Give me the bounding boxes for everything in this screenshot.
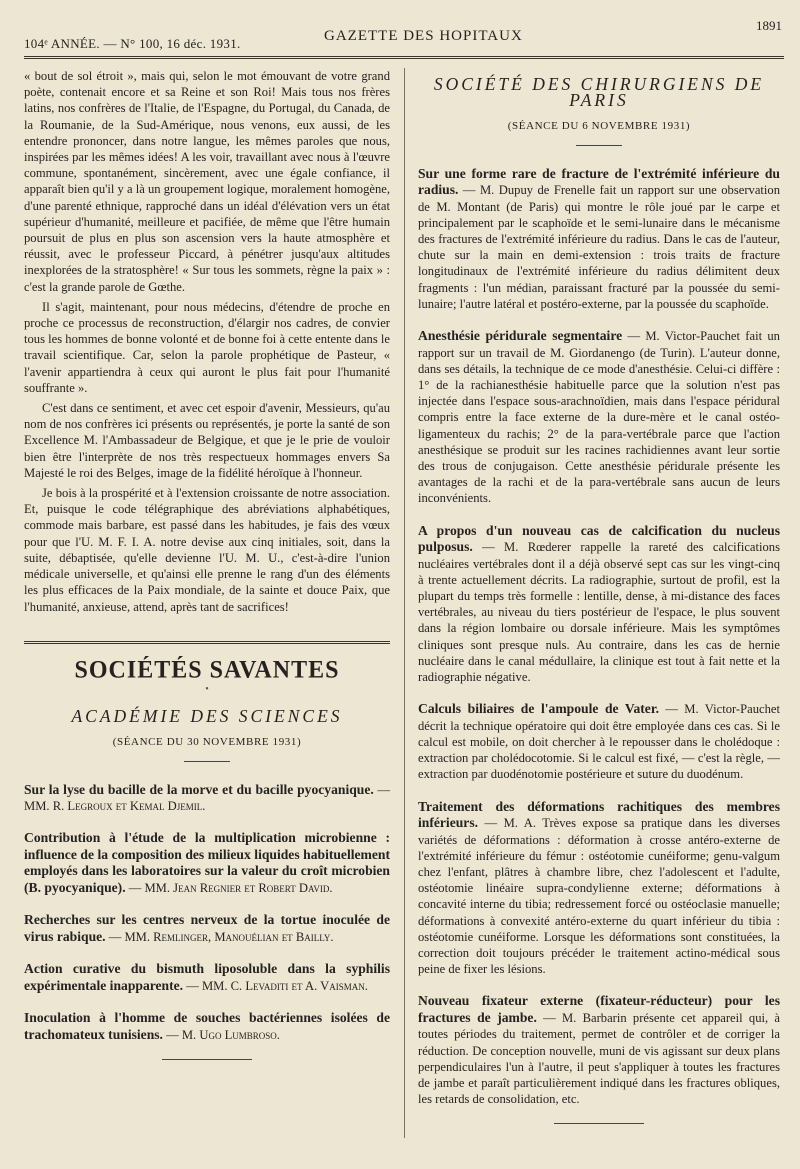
entry-title: Contribution à l'étude de la multiplication microbienne : influence de la composition des milieux liquides habituellement employés dans les laboratoires sur la valeur du croît microbien (B. pyocyanique). — [24, 830, 390, 895]
right-column — [418, 68, 780, 1124]
report-entry — [24, 1010, 390, 1043]
left-column — [24, 68, 390, 1060]
short-rule — [576, 145, 622, 146]
entry-title: Nouveau fixateur externe (fixateur-réducteur) pour les fractures de jambe. — [418, 993, 780, 1025]
entry-authors: — MM. Jean Regnier et Robert David. — [125, 880, 333, 895]
society-title: ACADÉMIE DES SCIENCES — [71, 706, 343, 727]
entry-body: — M. Dupuy de Frenelle fait un rapport sur une observation de M. Montant (de Paris) qui montre le rôle joué par le carpe et principalement par le scaphoïde et le semi-lunaire dans le mécanisme des fractures de l'extrémité inférieure du radius. Dans le cas de l'auteur, chute sur la main en demi-extension : trois traits de fracture longitudinaux de l'extrémité inférieure du radius délimitent deux fragments : l'un médian, paraissant fracturé par la poussée du semi-lunaire; l'autre latéral et postéro-externe, par la poussée du scaphoïde. — [418, 183, 780, 311]
entry-title: Calculs biliaires de l'ampoule de Vater. — [418, 701, 660, 717]
speech-paragraph: C'est dans ce sentiment, et avec cet espoir d'avenir, Messieurs, qu'au nom de nos confrères ici présents ou représentés, je porte la santé de son Excellence M. l'Ambassadeur de Belgique, et que je le prie de vouloir bien être l'interprète de nos très respectueux hommages envers Sa Majesté le roi des Belges, image de la fidélité héroïque à l'honneur. — [24, 401, 390, 480]
speech-paragraph: « bout de sol étroit », mais qui, selon le mot émouvant de votre grand poète, contenait encore et sa Reine et son Roi! Mais tous nos frères latins, nos confrères de l'Italie, de l'Espagne, du Portugal, du Canada, de la Roumanie, de la Sud-Amérique, nous venons, eux aussi, de les entendre prononcer, dans notre langue, les mêmes paroles que nous, inspirées par les mêmes idées! A les voir, travaillant avec nous à l'œuvre commune, spontanément, sincèrement, avec une égale confiance, il apparaît bien qu'il y a là un groupement logique, moralement homogène, d'une parenté ethnique, rapproché dans un idéal d'élévation vers un état supérieur d'humanité, meilleure et pacifiée, de même que l'être humain poursuit de plus en plus son ascension vers la haute atmosphère et réussit, avec le professeur Piccard, à pénétrer jusqu'aux altitudes inexplorées de la stratosphère! « Sur tous les sommets, règne la paix » : c'est la grande parole de Gœthe. — [24, 69, 390, 294]
report-entry — [24, 961, 390, 994]
entry-title: Sur la lyse du bacille de la morve et du bacille pyocyanique. — [24, 781, 374, 797]
page-number: 1891 — [756, 18, 782, 33]
entry-body: — M. Victor-Pauchet décrit la technique opératoire qui doit être employée dans ces cas. Si le calcul est mobile, on doit chercher à le repousser dans le cholédoque : extraction par cholédocotomie. Si le calcul est fixé, — c'est la règle, — extraction par duodénotomie postérieure et suture du duodénum. — [418, 702, 780, 782]
entry-title: Inoculation à l'homme de souches bactériennes isolées de trachomateux tunisiens. — [24, 1010, 390, 1042]
entry-title: Sur une forme rare de fracture de l'extrémité inférieure du radius. — [418, 165, 780, 198]
speech-paragraph: Je bois à la prospérité et à l'extension croissante de notre association. Et, puisque le code télégraphique des abréviations alphabétiques, commode mais barbare, est passé dans les habitudes, je fais des vœux pour que l'U. M. F. I. A. notre devise aux cinq initiales, soit, dans la suite, débaptisée, qu'elle devienne l'U. M. U., c'est-à-dire l'union médicale universelle, et qu'ainsi elle prenne le rang d'un des éléments les plus efficaces de la Paix mondiale, de la sainte et douce Paix, que l'humanité, anxieuse, attend, après tant de sacrifices! — [24, 486, 390, 614]
section-rule — [24, 641, 390, 644]
society-title: SOCIÉTÉ DES CHIRURGIENS DE PARIS — [433, 74, 765, 111]
entry-authors: — MM. Remlinger, Manouélian et Bailly. — [105, 929, 334, 944]
speech-paragraph: Il s'agit, maintenant, pour nous médecins, d'étendre de proche en proche ce processus de reconstruction, d'élargir nos cadres, de convier tous les hommes de bonne volonté et de bonne foi à cette entente dans le travail scientifique. Car, selon la parole prophétique de Pasteur, « l'avenir appartiendra à ceux qui auront le plus fait pour l'humanité souffrante ». — [24, 299, 390, 395]
entry-authors: — M. Ugo Lumbroso. — [162, 1027, 280, 1042]
issue-line: 104ᵉ ANNÉE. — N° 100, 16 déc. 1931. — [24, 36, 241, 51]
entry-body: — M. Barbarin présente cet appareil qui, à toutes périodes du traitement, permet de contrôler et de corriger la réduction. De conception nouvelle, muni de vis agissant sur deux plans perpendiculaires l'un à l'autre, il peut s'appliquer à toutes les fractures de jambe et paraît particulièrement indiqué dans les fractures obliques, les retards de consolidation, etc. — [418, 1010, 780, 1107]
report-entry — [24, 782, 390, 815]
entry-body: — M. Victor-Pauchet fait un rapport sur un travail de M. Giordanengo (de Turin). L'auteur donne, dans ses détails, la technique de ce mode d'anesthésie. Celui-ci diffère : 1° de la rachianesthésie habituelle parce que la solution n'est pas injectée dans l'espace sous-arachnoïdien, mais dans l'espace péridural compris entre la face externe de la dure-mère et le canal ostéo-ligamenteux du rachis; 2° de la para-vertébrale parce que l'action anesthésique se produit sur les racines rachidiennes avant leur sortie des trous de conjugaison. Cette anesthésie péridurale présente les avantages de la rachi et de la para-vertébrale sans aucun de leurs inconvénients. — [418, 329, 780, 506]
page-header — [24, 18, 784, 58]
entry-title: Traitement des déformations rachitiques des membres inférieurs. — [418, 798, 780, 830]
entry-title: Action curative du bismuth liposoluble dans la syphilis expérimentale inapparente. — [24, 961, 390, 993]
report-entry — [418, 328, 780, 507]
short-rule — [184, 761, 230, 762]
entry-body: — M. Rœderer rappelle la rareté des calcifications nucléaires vertébrales dont il a déjà observé sept cas sur les vingt-cinq à trente actuellement décrits. La radiographie, surtout de profil, est la plupart du temps très formelle : lentille, dense, à mi-distance des faces vertébrales, au niveau du tiers postérieur de l'espace, le plus souvent dans la région lombaire ou dorsale inférieure. Mais les symptômes cliniques sont presque nuls. Au contraire, dans les cas de hernie nucléaire dans le canal médullaire, la clinique est tout à fait nette et la radiographie négative. — [418, 540, 780, 684]
report-entry — [418, 799, 780, 978]
report-entry — [418, 701, 780, 782]
report-entry — [418, 523, 780, 686]
end-rule — [162, 1059, 252, 1060]
session-date: (SÉANCE DU 30 NOVEMBRE 1931) — [112, 736, 302, 749]
entry-authors: — MM. R. Legroux et Kemal Djemil. — [24, 782, 390, 814]
entry-title: A propos d'un nouveau cas de calcification du nucleus pulposus. — [418, 522, 780, 555]
report-entry — [418, 993, 780, 1107]
entry-body: — M. A. Trèves expose sa pratique dans les diverses variétés de déformations : déformation à crosse antéro-externe de l'extrémité inférieure du fémur : ostéotomie cunéiforme; genu-valgum chez l'enfant, plâtres à chambre libre, chez l'adolescent et l'adulte, ostéotomie linéaire supra-condylienne externe; déformations à concavité interne du tibia; redressement forcé ou ostéoclasie manuelle; déformations à convexité antéro-externe du quart inférieur du tibia : ostéotomie cunéiforme. Lorsque les déformations sont constituées, la correction doit toujours précéder le traitement actino-médical sous peine de fixer les lésions. — [418, 816, 780, 977]
session-date: (SÉANCE DU 6 NOVEMBRE 1931) — [507, 120, 691, 133]
report-entry — [24, 830, 390, 896]
column-divider — [404, 68, 405, 1138]
ornament: • — [205, 683, 209, 695]
end-rule — [554, 1123, 644, 1124]
entry-authors: — MM. C. Levaditi et A. Vaisman. — [183, 978, 368, 993]
section-title: SOCIÉTÉS SAVANTES — [74, 656, 340, 684]
report-entry — [418, 166, 780, 312]
header-rule — [24, 56, 784, 59]
entry-title: Recherches sur les centres nerveux de la tortue inoculée de virus rabique. — [24, 912, 390, 944]
journal-title: GAZETTE DES HOPITAUX — [324, 28, 523, 44]
report-entry — [24, 912, 390, 945]
entry-title: Anesthésie péridurale segmentaire — [418, 328, 623, 344]
